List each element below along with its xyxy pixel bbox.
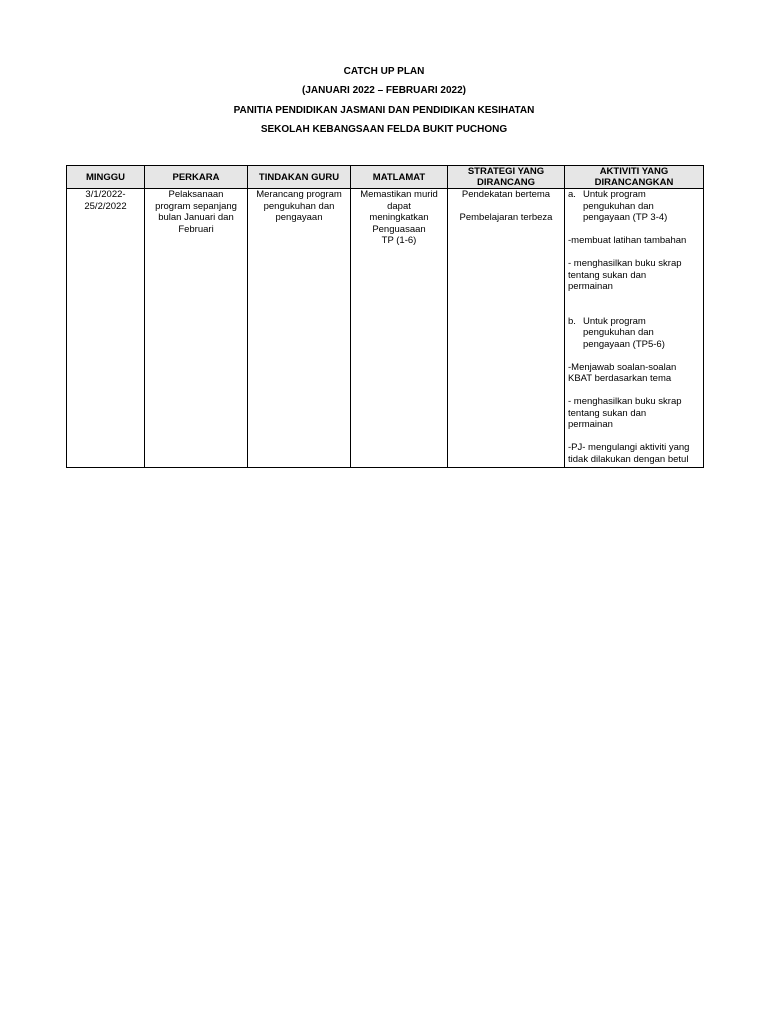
aktiviti-note: tidak dilakukan dengan betul — [568, 453, 689, 465]
cell-aktiviti — [565, 189, 704, 468]
spacer — [568, 224, 700, 236]
perkara-line: Februari — [178, 223, 214, 235]
perkara-line: Pelaksanaan — [168, 189, 224, 200]
item-a-line: pengayaan (TP 3-4) — [583, 212, 668, 223]
cell-perkara — [145, 189, 248, 468]
item-a-letter: a. — [568, 189, 576, 200]
strategi-line: Pendekatan bertema — [461, 189, 551, 200]
header-strategi-line-2: DIRANCANG — [476, 177, 536, 188]
table-row — [67, 189, 704, 468]
strategi-line: Pembelajaran terbeza — [459, 212, 553, 223]
header-tindakan-guru: TINDAKAN GURU — [248, 166, 351, 189]
tindakan-line: Merancang program — [256, 189, 342, 200]
minggu-line: 25/2/2022 — [84, 200, 127, 212]
header-perkara: PERKARA — [145, 166, 248, 189]
tindakan-line: pengayaan — [275, 212, 323, 223]
header-aktiviti — [565, 166, 704, 189]
aktiviti-item-a — [568, 189, 700, 224]
item-b-text — [583, 316, 700, 351]
spacer — [451, 201, 561, 213]
cell-minggu — [67, 189, 145, 468]
aktiviti-note: -PJ- mengulangi aktiviti yang — [568, 442, 690, 453]
aktiviti-note: - menghasilkan buku skrap — [568, 258, 682, 269]
cell-matlamat — [351, 189, 448, 468]
header-matlamat: MATLAMAT — [351, 166, 448, 189]
aktiviti-note: permainan — [568, 281, 613, 292]
minggu-line: 3/1/2022- — [85, 189, 126, 200]
header-aktiviti-line-1: AKTIVITI YANG — [599, 166, 669, 177]
committee-name: PANITIA PENDIDIKAN JASMANI DAN PENDIDIKAN KESIHATAN — [233, 105, 535, 116]
spacer — [568, 431, 700, 443]
school-name: SEKOLAH KEBANGSAAN FELDA BUKIT PUCHONG — [260, 124, 508, 135]
aktiviti-note: permainan — [568, 419, 613, 430]
aktiviti-note: tentang sukan dan — [568, 269, 647, 281]
item-a-line: Untuk program — [583, 189, 646, 200]
tindakan-line: pengukuhan dan — [263, 200, 335, 212]
cell-strategi — [448, 189, 565, 468]
spacer — [568, 247, 700, 259]
item-a-text — [583, 189, 700, 224]
aktiviti-item-b — [568, 316, 700, 351]
table-header-row — [67, 166, 704, 189]
matlamat-line: TP (1-6) — [381, 235, 417, 246]
spacer — [568, 304, 700, 316]
aktiviti-note: - menghasilkan buku skrap — [568, 396, 682, 407]
spacer — [568, 350, 700, 362]
item-a-line: pengukuhan dan — [583, 200, 654, 212]
matlamat-line: meningkatkan — [369, 212, 429, 223]
matlamat-line: dapat — [387, 200, 411, 212]
aktiviti-note: KBAT berdasarkan tema — [568, 373, 672, 384]
header-minggu: MINGGU — [67, 166, 145, 189]
document-period: (JANUARI 2022 – FEBRUARI 2022) — [302, 85, 466, 96]
header-aktiviti-line-2: DIRANCANGKAN — [594, 177, 674, 188]
item-b-line: pengayaan (TP5-6) — [583, 338, 665, 350]
spacer — [568, 293, 700, 305]
item-b-line: pengukuhan dan — [583, 327, 654, 338]
cell-tindakan-guru — [248, 189, 351, 468]
header-strategi-line-1: STRATEGI YANG — [467, 166, 545, 177]
matlamat-line: Penguasaan — [372, 223, 426, 235]
matlamat-line: Memastikan murid — [360, 189, 438, 200]
document-title: CATCH UP PLAN — [343, 66, 425, 77]
aktiviti-note: -membuat latihan tambahan — [568, 235, 687, 246]
aktiviti-note: -Menjawab soalan-soalan — [568, 361, 677, 373]
perkara-line: bulan Januari dan — [158, 212, 234, 223]
catch-up-plan-table — [66, 165, 704, 468]
item-b-letter: b. — [568, 315, 576, 327]
item-b-line: Untuk program — [583, 315, 646, 327]
perkara-line: program sepanjang — [155, 200, 237, 212]
header-strategi — [448, 166, 565, 189]
aktiviti-note: tentang sukan dan — [568, 407, 647, 419]
spacer — [568, 385, 700, 397]
